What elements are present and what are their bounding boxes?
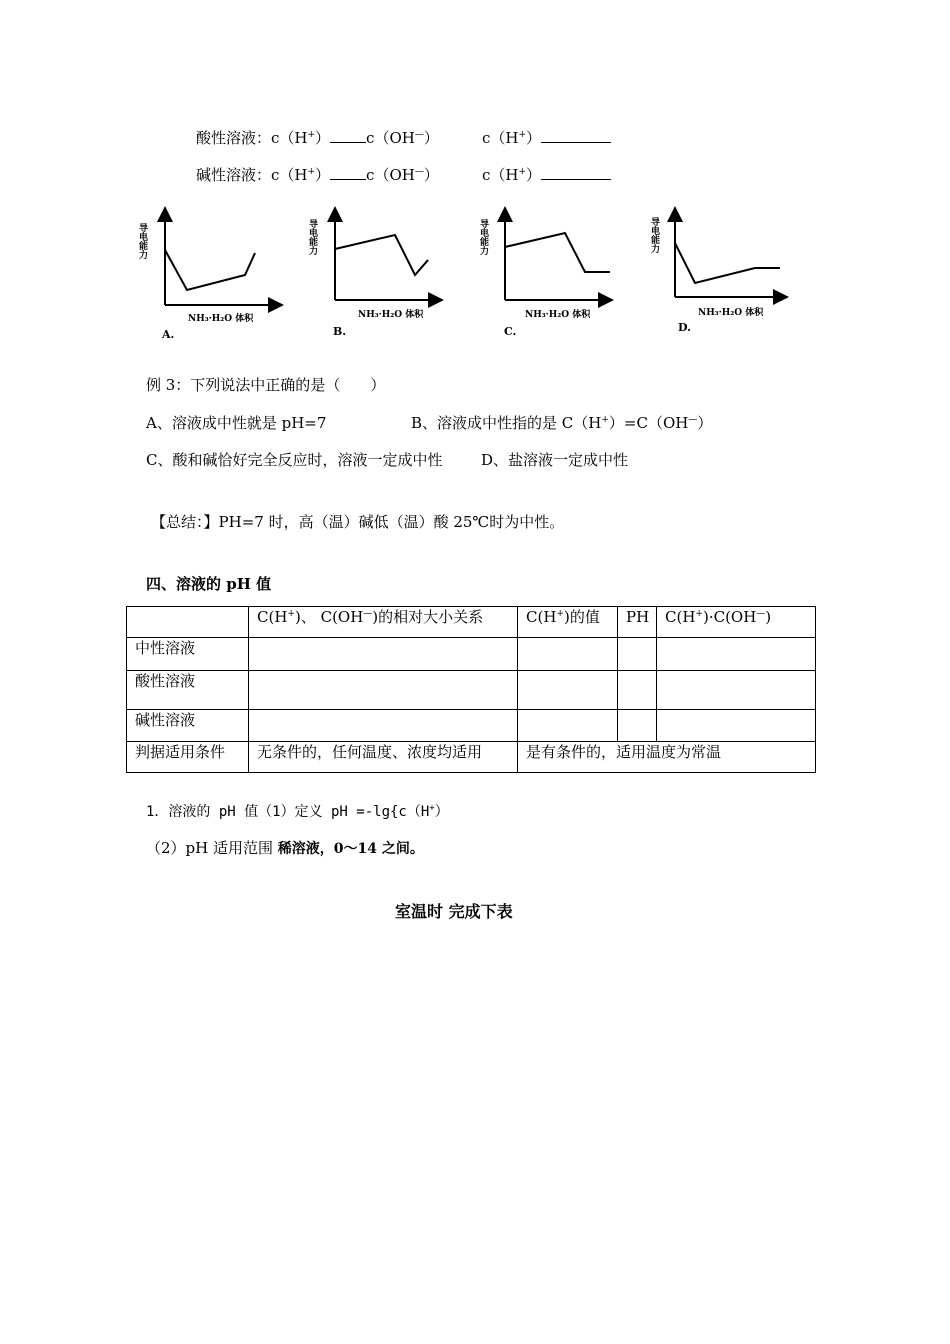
graph-a [137, 210, 280, 341]
basic-h-line [482, 165, 611, 185]
basic-solution-line [196, 165, 439, 185]
paren: ） [315, 166, 331, 184]
paren: ） [526, 166, 542, 184]
row-label: 中性溶液 [127, 638, 249, 671]
ph-range-label: （2）pH 适用范围 [146, 839, 278, 857]
superscript: + [518, 167, 527, 177]
superscript: — [688, 415, 698, 425]
table-cell[interactable] [249, 671, 518, 710]
h-label: c（H [482, 166, 519, 184]
table-cell[interactable] [249, 710, 518, 742]
paren: ） [315, 129, 331, 147]
summary-text: PH=7 时，高（温）碱低（温）酸 25℃时为中性。 [218, 513, 565, 531]
table-cell[interactable] [618, 638, 657, 671]
superscript: + [307, 130, 316, 140]
option-b-text: ）=C（OH [608, 414, 689, 432]
graph-d [649, 210, 785, 334]
graph-b-ylabel: 导电能力 [307, 219, 317, 255]
section-title: 四、溶液的 pH 值 [146, 575, 272, 593]
row-label: 酸性溶液 [127, 671, 249, 710]
graph-c [478, 210, 610, 338]
table-cell [127, 607, 249, 638]
acidic-h-line [482, 128, 611, 148]
condition-right: 是有条件的，适用温度为常温 [518, 742, 816, 773]
table-row [127, 671, 816, 710]
ph-definition-text: 1．溶液的 pH 值（1）定义 pH =-lg{c（H [146, 804, 430, 820]
oh-label: c（OH [366, 129, 415, 147]
summary-label: 【总结：】 [151, 513, 219, 531]
table-header-row [127, 607, 816, 638]
table-row [127, 638, 816, 671]
row-label: 判据适用条件 [127, 742, 249, 773]
graph-d-letter: D. [678, 321, 691, 334]
ph-definition [146, 802, 449, 822]
answer-blank[interactable] [330, 165, 366, 180]
graph-d-ylabel: 导电能力 [649, 217, 659, 253]
room-temp-heading: 室温时 完成下表 [395, 902, 513, 921]
table-cell[interactable] [518, 710, 618, 742]
basic-label: 碱性溶液：c（H [196, 166, 308, 184]
graph-b [307, 210, 440, 338]
option-b-text: ） [697, 414, 713, 432]
table-cell[interactable] [618, 671, 657, 710]
header-product: C(H+)·C(OH—) [657, 607, 816, 638]
ph-range [146, 838, 424, 859]
header-relation: C(H+)、 C(OH—)的相对大小关系 [249, 607, 518, 638]
row-label: 碱性溶液 [127, 710, 249, 742]
superscript: — [414, 167, 424, 177]
table-row [127, 742, 816, 773]
answer-blank[interactable] [541, 165, 611, 180]
answer-blank[interactable] [541, 128, 611, 143]
table-cell[interactable] [657, 671, 816, 710]
graph-a-letter: A. [162, 328, 175, 341]
superscript: + [518, 130, 527, 140]
header-h-value: C(H+)的值 [518, 607, 618, 638]
acidic-label: 酸性溶液：c（H [196, 129, 308, 147]
conductivity-graphs [137, 205, 800, 345]
ph-definition-text: ） [434, 804, 449, 820]
graph-a-xlabel: NH₃·H₂O 体积 [188, 314, 254, 324]
superscript: + [601, 415, 609, 425]
superscript: — [414, 130, 424, 140]
graph-b-xlabel: NH₃·H₂O 体积 [358, 310, 424, 320]
table-row [127, 710, 816, 742]
header-ph: PH [618, 607, 657, 638]
option-b [411, 413, 712, 433]
answer-blank[interactable] [330, 128, 366, 143]
example3-title: 例 3：下列说法中正确的是（ ） [146, 376, 386, 394]
table-cell[interactable] [618, 710, 657, 742]
option-b-text: B、溶液成中性指的是 C（H [411, 414, 602, 432]
paren: ） [423, 166, 439, 184]
option-a: A、溶液成中性就是 pH=7 [146, 414, 327, 432]
graph-d-xlabel: NH₃·H₂O 体积 [698, 308, 764, 318]
table-cell[interactable] [657, 638, 816, 671]
option-d: D、盐溶液一定成中性 [481, 451, 629, 469]
condition-left: 无条件的，任何温度、浓度均适用 [249, 742, 518, 773]
oh-label: c（OH [366, 166, 415, 184]
table-cell[interactable] [518, 638, 618, 671]
paren: ） [423, 129, 439, 147]
table-cell[interactable] [249, 638, 518, 671]
graph-a-ylabel: 导电能力 [137, 223, 147, 259]
graph-b-letter: B. [333, 325, 347, 338]
ph-table [126, 606, 816, 773]
graphs-svg [137, 205, 800, 345]
ph-range-text: 稀溶液，0～14 之间。 [277, 841, 424, 857]
h-label: c（H [482, 129, 519, 147]
graph-c-xlabel: NH₃·H₂O 体积 [525, 310, 591, 320]
summary [151, 512, 564, 532]
superscript: + [429, 803, 435, 814]
option-c: C、酸和碱恰好完全反应时，溶液一定成中性 [146, 451, 443, 469]
graph-c-ylabel: 导电能力 [478, 219, 488, 255]
table-cell[interactable] [657, 710, 816, 742]
acidic-solution-line [196, 128, 439, 148]
paren: ） [526, 129, 542, 147]
table-cell[interactable] [518, 671, 618, 710]
superscript: + [307, 167, 316, 177]
graph-c-letter: C. [504, 325, 517, 338]
